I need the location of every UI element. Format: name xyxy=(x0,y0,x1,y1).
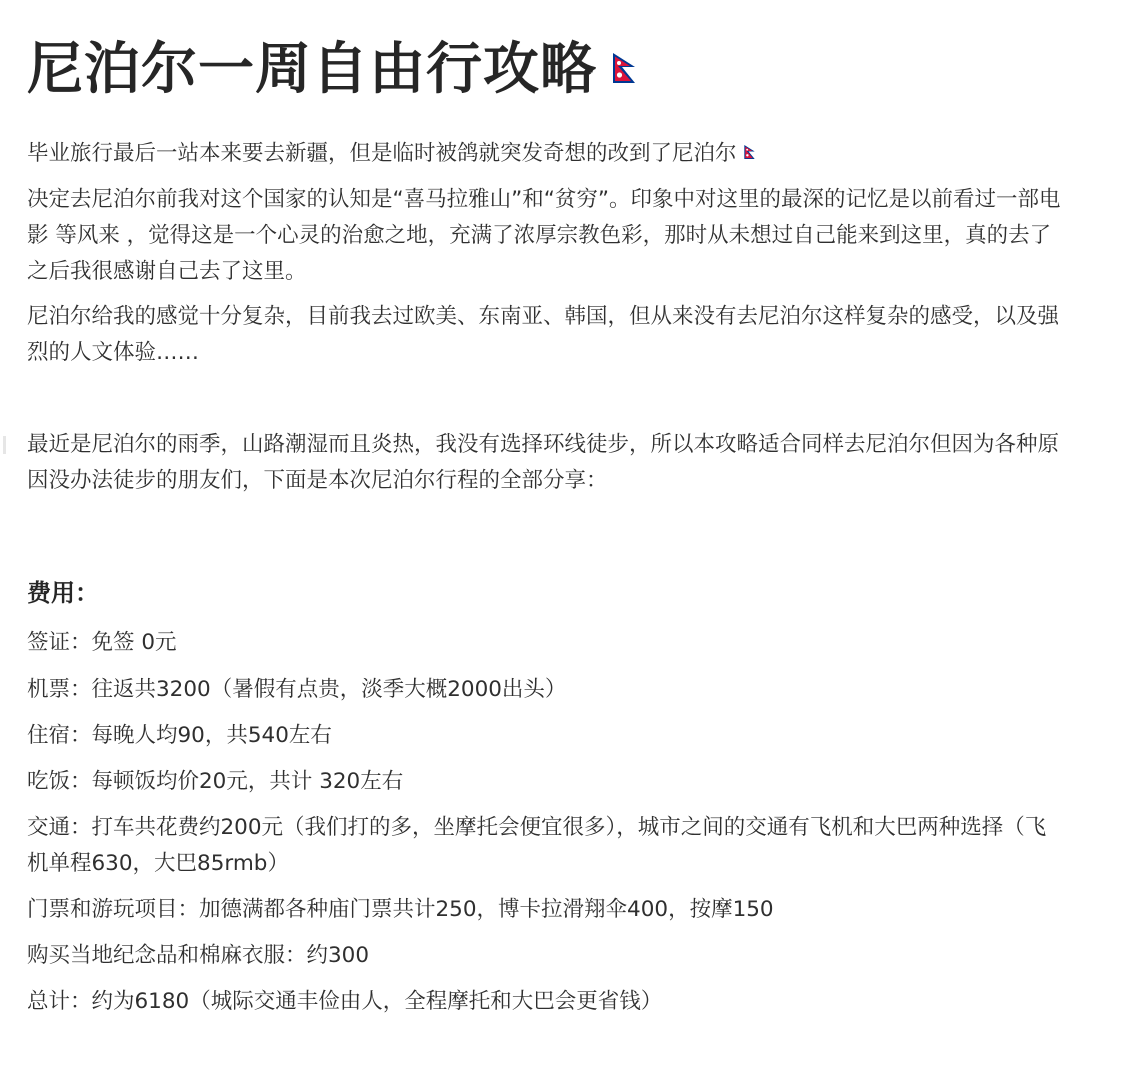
cost-item-visa: 签证：免签 0元 xyxy=(27,630,177,655)
cost-item-lodging: 住宿：每晚人均90，共540左右 xyxy=(27,723,332,748)
costs-heading: 费用： xyxy=(27,579,99,607)
title-row xyxy=(27,30,637,110)
intro-paragraph-2: 决定去尼泊尔前我对这个国家的认知是“喜马拉雅山”和“贫穷”。印象中对这里的最深的记忆是以前看过一部电影 等风来 ，觉得这是一个心灵的治愈之地，充满了浓厚宗教色彩，那时从未想过自己能来到这里，真的去了之后我很感谢自己去了这里。 xyxy=(27,187,1061,284)
intro-paragraph-3: 尼泊尔给我的感觉十分复杂，目前我去过欧美、东南亚、韩国，但从来没有去尼泊尔这样复杂的感受，以及强烈的人文体验…… xyxy=(27,304,1060,365)
page-title: 尼泊尔一周自由行攻略 xyxy=(27,37,597,102)
intro-text-1: 毕业旅行最后一站本来要去新疆，但是临时被鸽就突发奇想的改到了尼泊尔 xyxy=(27,141,737,166)
cost-item-flight: 机票：往返共3200（暑假有点贵，淡季大概2000出头） xyxy=(27,677,567,702)
intro-paragraph-4: 最近是尼泊尔的雨季，山路潮湿而且炎热，我没有选择环线徒步，所以本攻略适合同样去尼泊尔但因为各种原因没办法徒步的朋友们，下面是本次尼泊尔行程的全部分享： xyxy=(27,432,1060,493)
intro-paragraph-1 xyxy=(27,136,1067,172)
cost-item-total: 总计：约为6180（城际交通丰俭由人，全程摩托和大巴会更省钱） xyxy=(27,989,663,1014)
nepal-flag-icon xyxy=(743,136,756,172)
cost-item-transport: 交通：打车共花费约200元（我们打的多，坐摩托会便宜很多），城市之间的交通有飞机和大巴两种选择（飞机单程630，大巴85rmb） xyxy=(27,815,1047,876)
cost-item-souvenirs: 购买当地纪念品和棉麻衣服：约300 xyxy=(27,943,370,968)
cost-item-food: 吃饭：每顿饭均价20元，共计 320左右 xyxy=(27,769,404,794)
nepal-flag-icon xyxy=(611,51,637,89)
block-handle[interactable] xyxy=(3,436,6,454)
cost-item-tickets: 门票和游玩项目：加德满都各种庙门票共计250，博卡拉滑翔伞400，按摩150 xyxy=(27,897,774,922)
